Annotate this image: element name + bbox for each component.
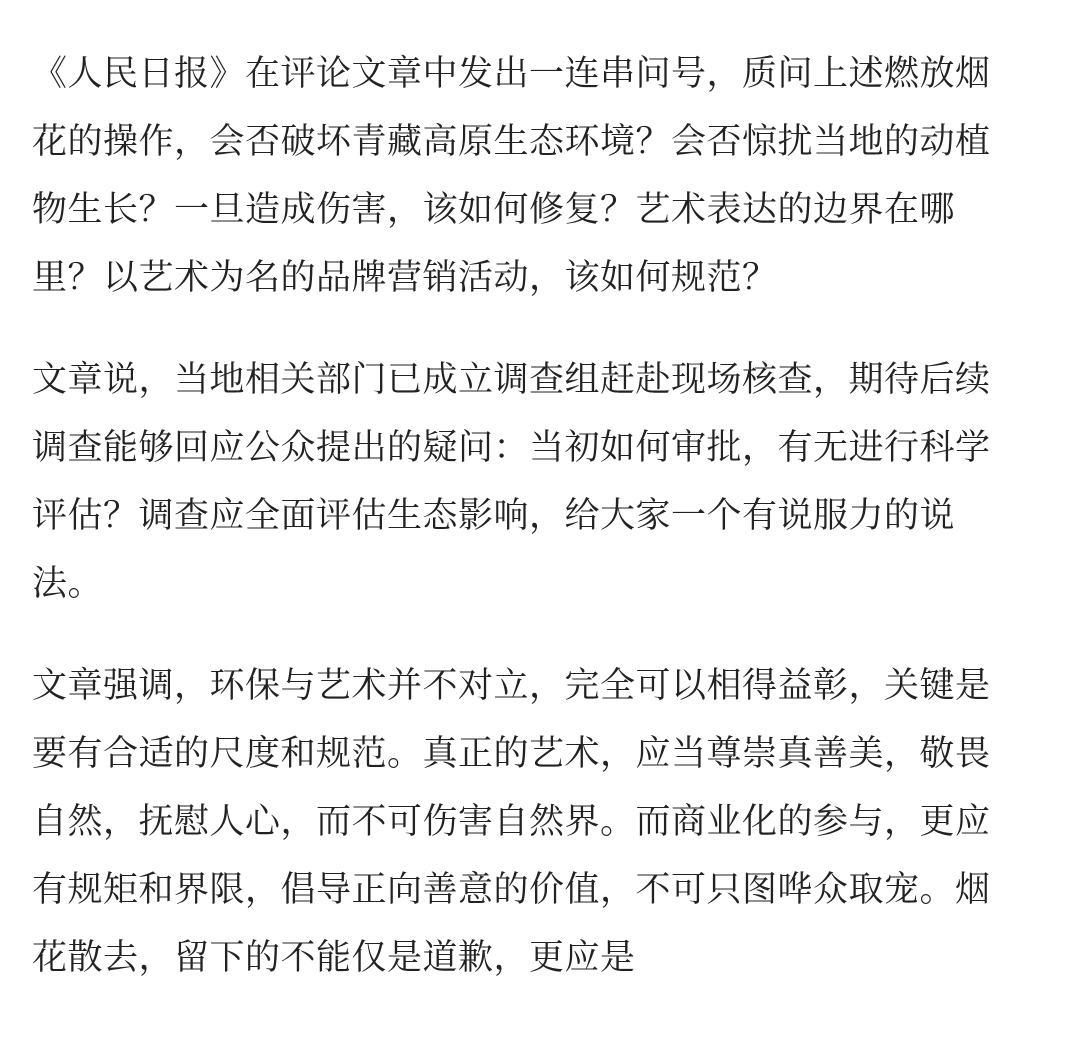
- article-paragraph: 文章说，当地相关部门已成立调查组赶赴现场核查，期待后续调查能够回应公众提出的疑问：当初如何审批，有无进行科学评估？调查应全面评估生态影响，给大家一个有说服力的说法。: [32, 360, 991, 604]
- article-body: [32, 40, 1012, 1026]
- article-paragraph: 《人民日报》在评论文章中发出一连串问号，质问上述燃放烟花的操作，会否破坏青藏高原生态环境？会否惊扰当地的动植物生长？一旦造成伤害，该如何修复？艺术表达的边界在哪里？以艺术为名的品牌营销活动，该如何规范？: [32, 54, 991, 298]
- article-paragraph: 文章强调，环保与艺术并不对立，完全可以相得益彰，关键是要有合适的尺度和规范。真正的艺术，应当尊崇真善美，敬畏自然，抚慰人心，而不可伤害自然界。而商业化的参与，更应有规矩和界限，倡导正向善意的价值，不可只图哗众取宠。烟花散去，留下的不能仅是道歉，更应是: [32, 666, 991, 978]
